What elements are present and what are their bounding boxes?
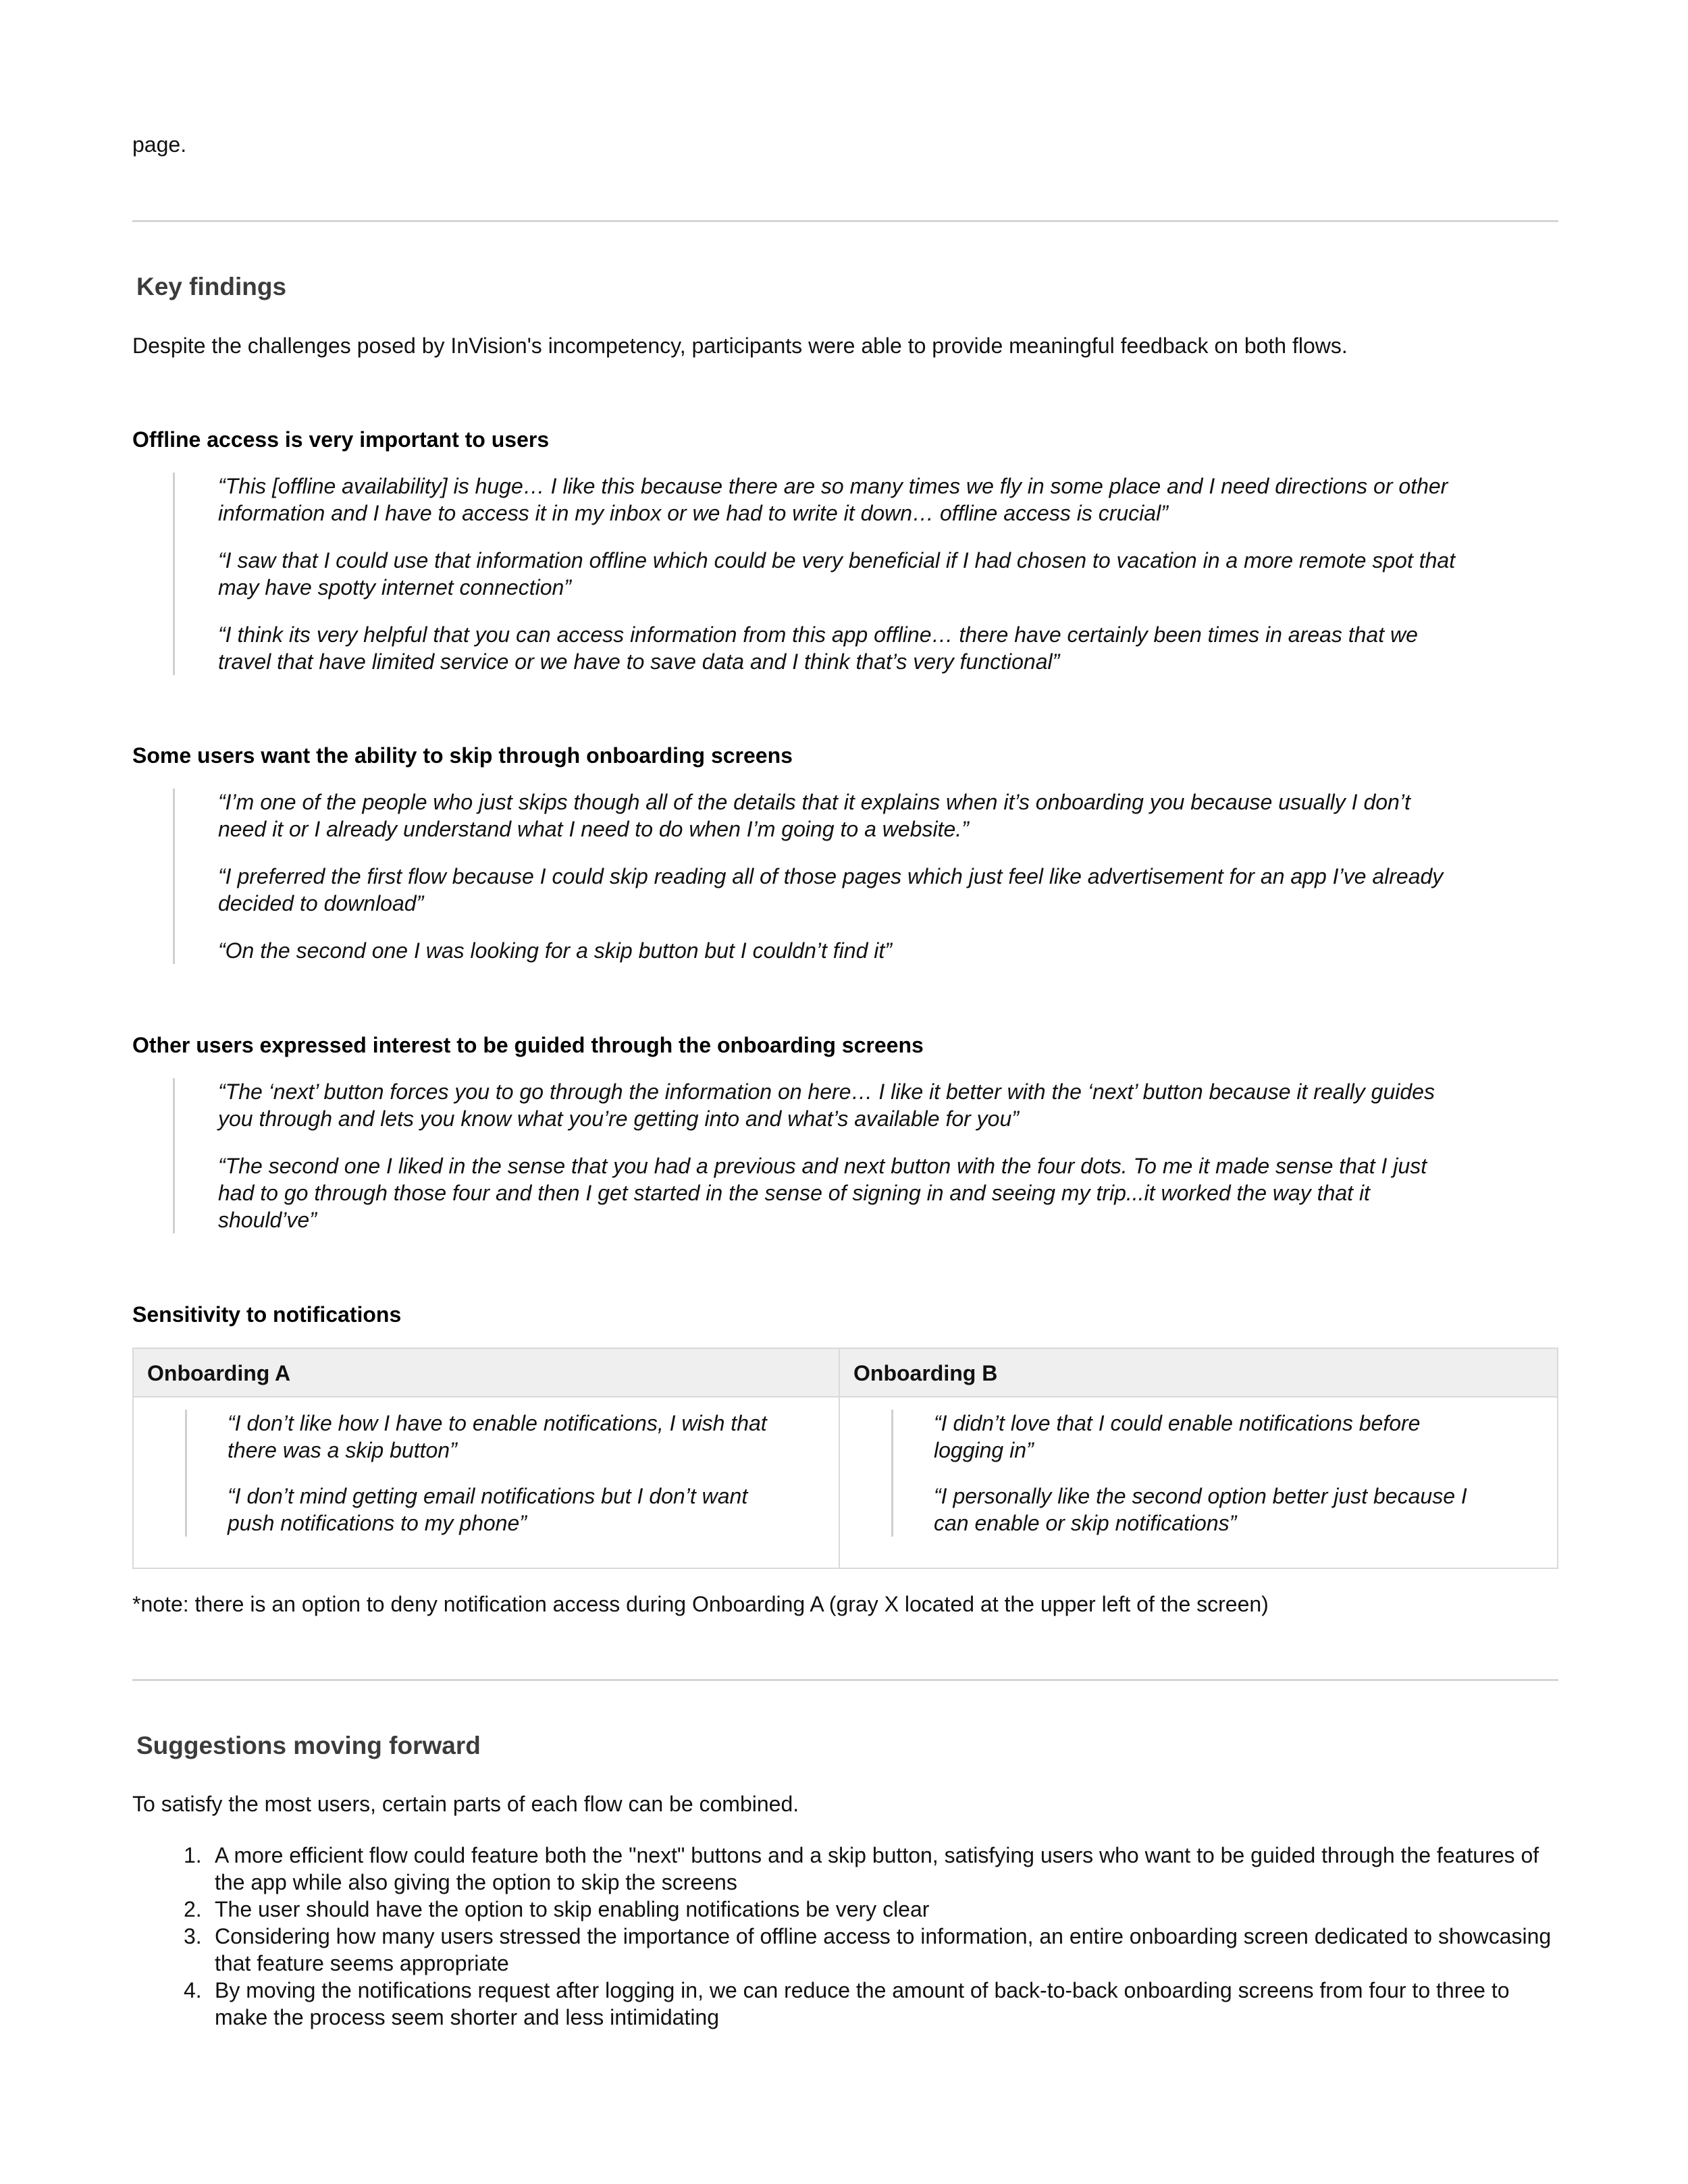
participant-quote: “I’m one of the people who just skips though all of the details that it explains when it’s onboarding you because usually I don’t need it or I already understand what I need to do when I’m going to a website.” <box>218 790 1410 841</box>
list-item-text: The user should have the option to skip enabling notifications be very clear <box>215 1897 930 1921</box>
participant-quote: “This [offline availability] is huge… I like this because there are so many times we fly in some place and I need directions or other information and I have to access it in my inbox or we had to write it down… offline access is crucial” <box>218 474 1448 525</box>
participant-quote: “I don’t like how I have to enable notifications, I wish that there was a skip button” <box>228 1411 767 1462</box>
participant-quote: “On the second one I was looking for a skip button but I couldn’t find it” <box>218 938 892 963</box>
list-number: 1. <box>184 1843 202 1867</box>
onboarding-a-column <box>134 1349 840 1568</box>
list-number: 4. <box>184 1978 202 2002</box>
quote-block-skip-onboarding <box>173 789 1456 964</box>
notifications-note: *note: there is an option to deny notification access during Onboarding A (gray X located at the upper left of the screen) <box>132 1592 1269 1616</box>
participant-quote: “I didn’t love that I could enable notifications before logging in” <box>934 1411 1421 1462</box>
list-item-text: By moving the notifications request after logging in, we can reduce the amount of back-to-back onboarding screens from four to three to make the process seem shorter and less intimidating <box>215 1978 1510 2029</box>
notifications-comparison-table <box>132 1348 1558 1569</box>
list-item <box>132 1842 1558 1896</box>
onboarding-a-header: Onboarding A <box>134 1349 839 1397</box>
section-divider <box>132 1679 1558 1681</box>
onboarding-b-column <box>840 1349 1557 1568</box>
participant-quote: “I think its very helpful that you can access information from this app offline… there have certainly been times in areas that we travel that have limited service or we have to save data and I think that’s very functional” <box>218 622 1418 674</box>
document-page <box>132 0 1558 2184</box>
list-item <box>132 1977 1558 2031</box>
key-findings-intro: Despite the challenges posed by InVision's incompetency, participants were able to provide meaningful feedback on both flows. <box>132 334 1348 358</box>
quote-block-guided-onboarding <box>173 1078 1456 1233</box>
list-number: 2. <box>184 1897 202 1921</box>
participant-quote: “I don’t mind getting email notifications but I don’t want push notifications to my phone” <box>228 1484 748 1535</box>
participant-quote: “The second one I liked in the sense that you had a previous and next button with the four dots. To me it made sense that I just had to go through those four and then I get started in the sense of signing in and seeing my trip...it worked the way that it should’ve” <box>218 1154 1427 1232</box>
suggestions-intro: To satisfy the most users, certain parts of each flow can be combined. <box>132 1792 799 1816</box>
suggestions-list <box>132 1842 1558 2031</box>
finding-heading-notifications: Sensitivity to notifications <box>132 1302 402 1327</box>
participant-quote: “I preferred the first flow because I could skip reading all of those pages which just feel like advertisement for an app I’ve already decided to download” <box>218 864 1444 915</box>
finding-heading-guided-onboarding: Other users expressed interest to be guided through the onboarding screens <box>132 1033 924 1057</box>
participant-quote: “I personally like the second option better just because I can enable or skip notifications” <box>934 1484 1467 1535</box>
participant-quote: “I saw that I could use that information offline which could be very beneficial if I had chosen to vacation in a more remote spot that may have spotty internet connection” <box>218 548 1456 600</box>
finding-heading-skip-onboarding: Some users want the ability to skip through onboarding screens <box>132 743 793 768</box>
suggestions-title: Suggestions moving forward <box>136 1732 481 1759</box>
quote-block-offline-access <box>173 473 1456 675</box>
list-item <box>132 1896 1558 1923</box>
participant-quote: “The ‘next’ button forces you to go through the information on here… I like it better with the ‘next’ button because it really guides you through and lets you know what you’re getting into and what’s available for you” <box>218 1080 1435 1131</box>
onboarding-b-quotes <box>891 1410 1485 1537</box>
onboarding-b-header: Onboarding B <box>840 1349 1557 1397</box>
list-number: 3. <box>184 1924 202 1948</box>
onboarding-a-quotes <box>185 1410 779 1537</box>
list-item <box>132 1923 1558 1977</box>
list-item-text: Considering how many users stressed the importance of offline access to information, an entire onboarding screen dedicated to showcasing that feature seems appropriate <box>215 1924 1552 1975</box>
section-divider <box>132 220 1558 222</box>
key-findings-title: Key findings <box>136 273 287 300</box>
continued-text-fragment: page. <box>132 132 187 157</box>
finding-heading-offline-access: Offline access is very important to users <box>132 427 550 452</box>
list-item-text: A more efficient flow could feature both the "next" buttons and a skip button, satisfying users who want to be guided through the features of the app while also giving the option to skip the screens <box>215 1843 1539 1894</box>
